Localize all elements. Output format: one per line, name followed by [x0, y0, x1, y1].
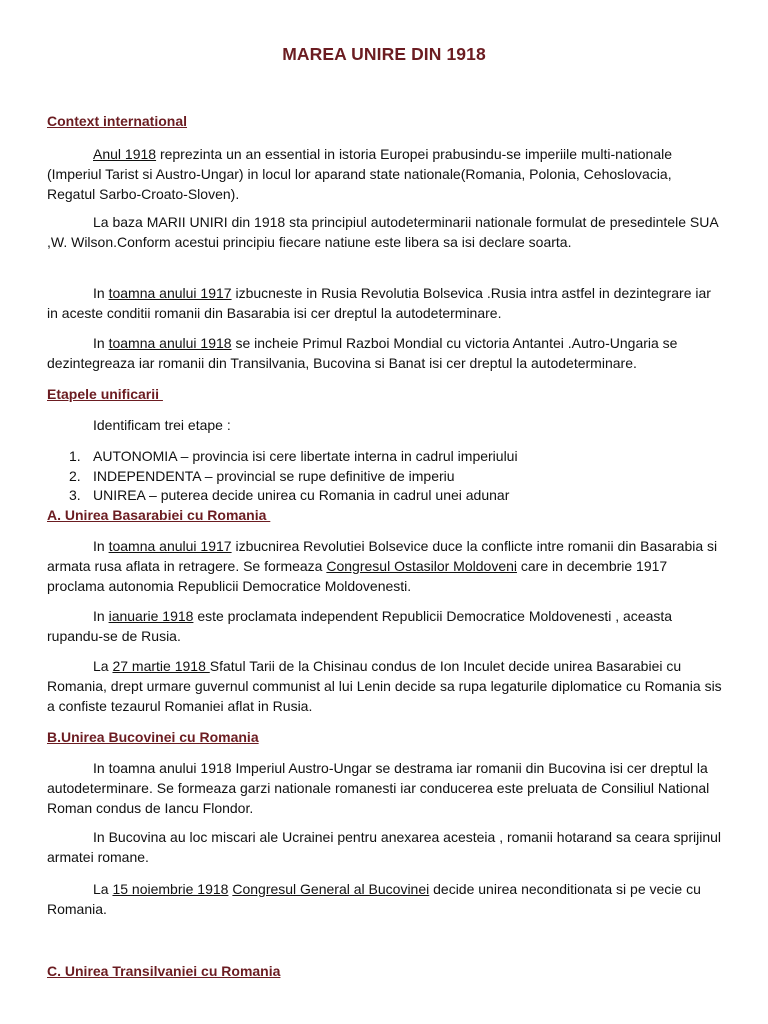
- paragraph-bucovina-1: [47, 758, 722, 818]
- heading-etapele-unificarii: Etapele unificarii: [47, 386, 163, 402]
- paragraph-context-3: [47, 283, 722, 323]
- underlined-text: 27 martie 1918: [112, 658, 210, 674]
- list-item-text: AUTONOMIA – provincia isi cere libertate interna in cadrul imperiului: [93, 448, 518, 464]
- paragraph-context-2: [47, 212, 722, 252]
- underlined-text: toamna anului 1917: [108, 538, 232, 554]
- paragraph-basarabia-1: [47, 536, 722, 596]
- list-item: [47, 467, 518, 487]
- paragraph-text: In: [93, 285, 109, 301]
- underlined-text: toamna anului 1918: [108, 335, 232, 351]
- underlined-text: Congresul General al Bucovinei: [232, 881, 430, 897]
- list-item-number: 2.: [69, 467, 81, 484]
- list-item-number: 3.: [69, 487, 81, 503]
- paragraph-text: La: [93, 658, 113, 674]
- paragraph-bucovina-2: [47, 827, 722, 867]
- paragraph-text: In Bucovina au loc miscari ale Ucrainei pentru anexarea acesteia , romanii hotarand sa ceara sprijinul armatei romane.: [47, 829, 721, 865]
- paragraph-text: decide unirea neconditionata si pe vecie cu Romania.: [47, 881, 701, 917]
- paragraph-text: In: [93, 608, 109, 624]
- paragraph-context-4: [47, 333, 722, 373]
- etape-list: [47, 447, 518, 506]
- paragraph-text: izbucneste in Rusia Revolutia Bolsevica .Rusia intra astfel in dezintegrare iar in aceste conditii romanii din Basarabia isi cer dreptul la autodeterminare.: [47, 285, 711, 321]
- paragraph-text: se incheie Primul Razboi Mondial cu victoria Antantei .Autro-Ungaria se dezintegreaza iar romanii din Transilvania, Bucovina si Banat isi cer dreptul la autodeterminare.: [47, 335, 678, 371]
- heading-context-international: Context international: [47, 113, 188, 129]
- paragraph-text: La baza MARII UNIRI din 1918 sta principiul autodeterminarii nationale formulat de presedintele SUA ,W. Wilson.Conform acestui principiu fiecare natiune este libera sa isi declare soarta.: [47, 214, 718, 250]
- paragraph-text: La: [93, 881, 113, 897]
- list-item-number: 1.: [69, 448, 81, 464]
- heading-unirea-basarabiei: A. Unirea Basarabiei cu Romania: [47, 507, 271, 523]
- paragraph-bucovina-3: [47, 879, 722, 919]
- paragraph-text: care in decembrie 1917 proclama autonomia Republicii Democratice Moldovenesti.: [47, 558, 668, 594]
- paragraph-text: In: [93, 538, 109, 554]
- underlined-text: Congresul Ostasilor Moldoveni: [326, 558, 517, 574]
- paragraph-text: este proclamata independent Republicii Democratice Moldovenesti , aceasta rupandu-se de Rusia.: [47, 608, 673, 644]
- paragraph-etape-intro: [47, 415, 722, 435]
- paragraph-text: izbucnirea Revolutiei Bolsevice duce la conflicte intre romanii din Basarabia si armata rusa aflata in retragere. Se formeaza: [47, 538, 718, 574]
- paragraph-text: In: [93, 335, 109, 351]
- paragraph-text: In toamna anului 1918 Imperiul Austro-Ungar se destrama iar romanii din Bucovina isi cer dreptul la autodeterminare. Se formeaza garzi nationale romanesti iar conducerea este preluata de Consiliul National Roman condus de Iancu Flondor.: [47, 760, 710, 816]
- page-title: MAREA UNIRE DIN 1918: [282, 44, 486, 64]
- heading-unirea-bucovinei: B.Unirea Bucovinei cu Romania: [47, 729, 259, 745]
- list-item-text: UNIREA – puterea decide unirea cu Romania in cadrul unei adunar: [93, 487, 510, 503]
- paragraph-text: Identificam trei etape :: [93, 417, 231, 433]
- list-item: [47, 486, 518, 506]
- paragraph-basarabia-3: [47, 656, 722, 716]
- paragraph-text: Sfatul Tarii de la Chisinau condus de Ion Inculet decide unirea Basarabiei cu Romania, drept urmare guvernul communist al lui Lenin decide sa rupa legaturile diplomatice cu Romania sis a confiste tezaurul Romaniei aflat in Rusia.: [47, 658, 722, 714]
- list-item: [47, 447, 518, 467]
- paragraph-context-1: [47, 144, 722, 204]
- underlined-text: 15 noiembrie 1918: [112, 881, 229, 897]
- underlined-text: toamna anului 1917: [108, 285, 232, 301]
- paragraph-text: reprezinta un an essential in istoria Europei prabusindu-se imperiile multi-nationale (Imperiul Tarist si Austro-Ungar) in locul lor aparand state nationale(Romania, Polonia, Cehoslovacia, Regatul Sarbo-Croato-Sloven).: [47, 146, 673, 202]
- list-item-text: INDEPENDENTA – provincial se rupe definitive de imperiu: [93, 467, 455, 484]
- heading-unirea-transilvaniei: C. Unirea Transilvaniei cu Romania: [47, 963, 281, 979]
- underlined-text: Anul 1918: [93, 146, 157, 162]
- underlined-text: ianuarie 1918: [108, 608, 194, 624]
- paragraph-basarabia-2: [47, 606, 722, 646]
